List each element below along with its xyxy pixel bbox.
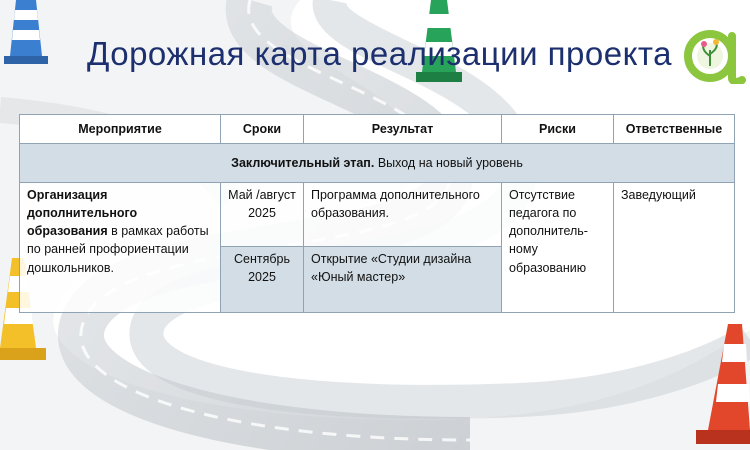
traffic-cone-icon (2, 0, 50, 66)
responsible-cell: Заведующий (614, 183, 735, 313)
stage-cell (20, 144, 735, 183)
event-description: в рамках работы по ранней профориентации дошкольников. (27, 224, 209, 275)
roadmap-table (19, 114, 735, 313)
column-header-responsible: Ответственные (614, 115, 735, 144)
column-header-terms: Сроки (221, 115, 304, 144)
table-header-row (20, 115, 735, 144)
column-header-event: Мероприятие (20, 115, 221, 144)
column-header-risks: Риски (502, 115, 614, 144)
traffic-cone-icon (696, 324, 750, 446)
term-cell-1: Май /август 2025 (221, 183, 304, 247)
result-cell-2: Открытие «Студии дизайна «Юный мастер» (304, 247, 502, 313)
stage-description: Выход на новый уровень (374, 155, 523, 170)
event-title: Организация дополнительного образования (27, 188, 138, 239)
logo-icon (684, 26, 746, 84)
event-cell (20, 183, 221, 313)
risk-cell: Отсутствие педагога по дополнитель-ному образованию (502, 183, 614, 313)
stage-title: Заключительный этап. (231, 155, 375, 170)
page-title: Дорожная карта реализации проекта (87, 35, 673, 72)
column-header-result: Результат (304, 115, 502, 144)
result-cell-1: Программа дополнительного образования. (304, 183, 502, 247)
stage-row (20, 144, 735, 183)
term-cell-2: Сентябрь 2025 (221, 247, 304, 313)
table-row (20, 183, 735, 247)
